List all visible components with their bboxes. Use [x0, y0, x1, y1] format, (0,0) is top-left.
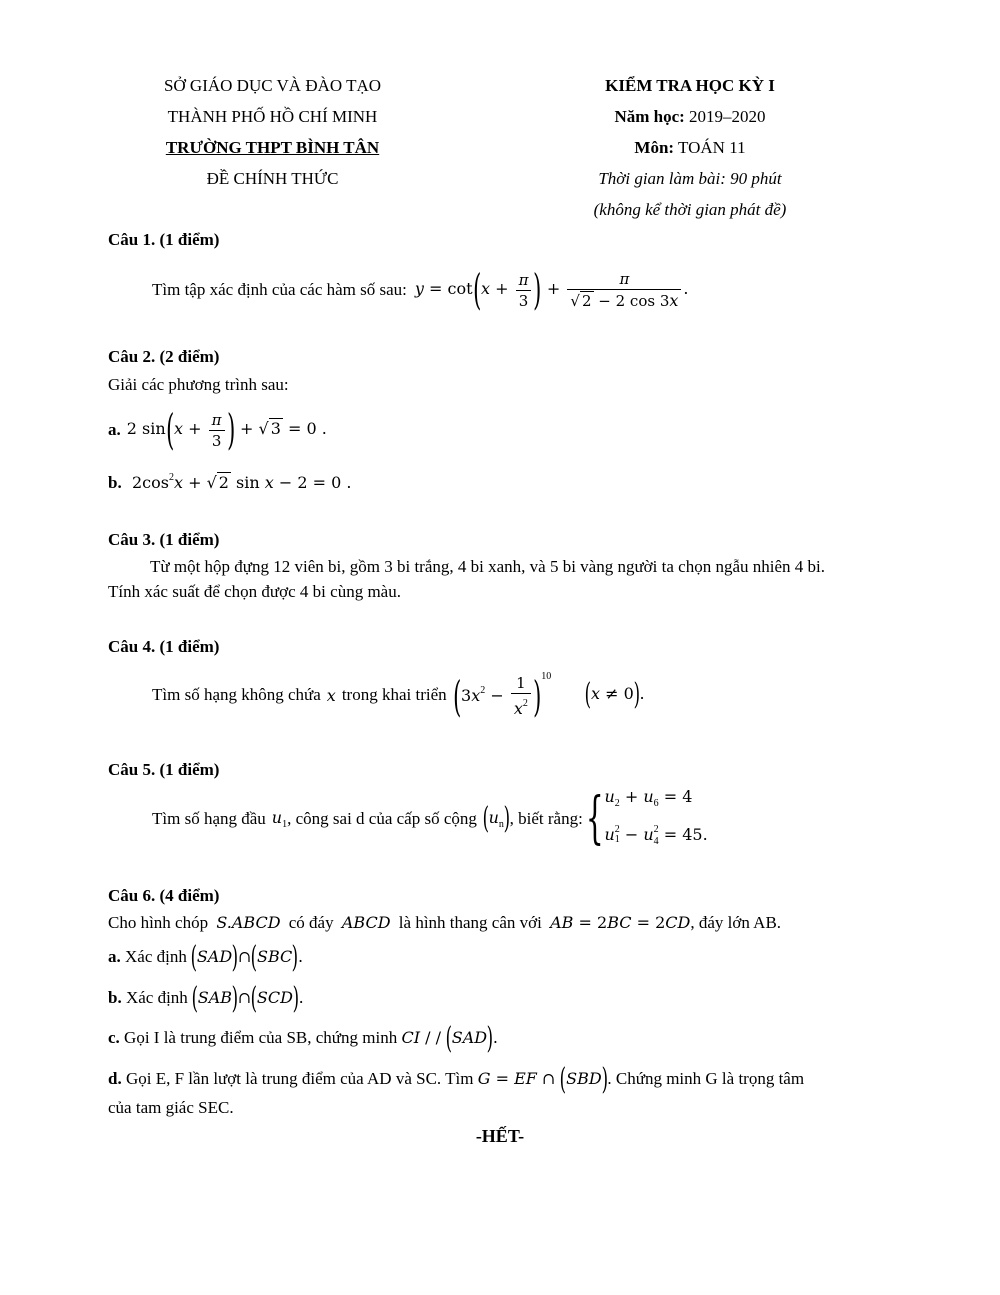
q1-formula: y = cot(x + $\frac{\pi}{3}$ ) + $\frac{\pi}{√ 2 - 2 \cos 3x}$ . — [414, 265, 689, 314]
q6-intro-b: có đáy — [288, 913, 334, 932]
header-left — [120, 70, 425, 194]
q2-intro: Giải các phương trình sau: — [108, 375, 289, 394]
q2a-label: a. — [108, 420, 121, 439]
q6d-label: d. — [108, 1068, 122, 1088]
q6b-text: Xác định — [125, 987, 188, 1007]
city-name: THÀNH PHỐ HỒ CHÍ MINH — [167, 107, 378, 126]
year-value: 2019–2020 — [689, 107, 766, 126]
q4-heading: Câu 4. (1 điểm) — [108, 637, 220, 656]
exam-time-note: (không kể thời gian phát đề) — [593, 200, 787, 219]
q2a-formula: 2 sin(x + $\frac{\pi}{3}$ ) + √ 3 = 0 . — [126, 405, 327, 454]
q1-heading: Câu 1. (1 điểm) — [108, 230, 220, 249]
q5-heading: Câu 5. (1 điểm) — [108, 760, 220, 779]
q6a: a. Xác định (SAD)∩(SBC). — [108, 940, 304, 975]
q6-intro-d: , đáy lớn AB. — [690, 913, 782, 932]
official-label: ĐỀ CHÍNH THỨC — [206, 169, 339, 188]
dept-name: SỞ GIÁO DỤC VÀ ĐÀO TẠO — [163, 76, 382, 95]
q5-text-c: , biết rằng: — [509, 809, 583, 828]
q6c-text: Gọi I là trung điểm của SB, chứng minh — [124, 1027, 398, 1047]
q6-intro-a: Cho hình chóp — [108, 913, 209, 932]
school-year — [545, 101, 835, 132]
exam-time: Thời gian làm bài: 90 phút — [598, 169, 782, 188]
q6c-label: c. — [108, 1027, 120, 1047]
q6a-text: Xác định — [125, 946, 187, 966]
q3-heading: Câu 3. (1 điểm) — [108, 530, 220, 549]
q2b-label: b. — [108, 473, 122, 492]
q4-formula: ($3x^2$ − $\frac{1}{x^2}$ )$^{10}$ — [452, 670, 552, 721]
end-marker: -HẾT- — [475, 1126, 525, 1146]
year-label: Năm học: — [614, 107, 685, 126]
q6-heading: Câu 6. (4 điểm) — [108, 886, 220, 905]
q6c: c. Gọi I là trung điểm của SB, chứng minh CI / / (SAD). — [108, 1021, 498, 1056]
q4-text-a: Tìm số hạng không chứa — [152, 685, 321, 704]
q6-intro-c: là hình thang cân với — [398, 913, 542, 932]
q5-body: Tìm số hạng đầu $u_1$ , công sai d của cấp số cộng $(u_n)$ , biết rằng: { $u_2 + u_6 = 4$ $u_1^2 - u_4^2 = 45$. — [152, 788, 708, 850]
q3-text-line2: Tính xác suất để chọn được 4 bi cùng màu. — [108, 582, 401, 601]
q1-text: Tìm tập xác định của các hàm số sau: — [152, 280, 407, 299]
q6d-line2: của tam giác SEC. — [108, 1098, 234, 1117]
q6-intro: Cho hình chóp S.ABCD có đáy ABCD là hình thang cân với AB = 2BC = 2CD, đáy lớn AB. — [108, 913, 782, 932]
q6b-label: b. — [108, 987, 122, 1007]
q6a-label: a. — [108, 946, 121, 966]
subject — [545, 132, 835, 163]
q4-text-b: trong khai triển — [341, 685, 447, 704]
subject-value: TOÁN 11 — [678, 138, 746, 157]
school-name: TRƯỜNG THPT BÌNH TÂN — [165, 138, 380, 157]
exam-title: KIỂM TRA HỌC KỲ I — [605, 76, 775, 95]
q4-body: Tìm số hạng không chứa x trong khai triển ($3x^2$ − $\frac{1}{x^2}$ )$^{10}$ (x ≠ 0). — [152, 670, 645, 721]
q6d-text-a: Gọi E, F lần lượt là trung điểm của AD và SC. Tìm — [125, 1068, 474, 1088]
q4-condition: (x ≠ 0). — [584, 677, 645, 712]
q2a — [108, 404, 327, 456]
q2-heading: Câu 2. (2 điểm) — [108, 347, 220, 366]
q1-body — [152, 262, 689, 318]
q6b: b. Xác định (SAB)∩(SCD). — [108, 981, 304, 1016]
q6d-text-b: . Chứng minh G là trọng tâm — [607, 1068, 805, 1088]
q2b-formula: $2\cos^2x$ + √ 2 sin x − 2 = 0 . — [131, 472, 352, 492]
q5-text-a: Tìm số hạng đầu — [152, 809, 266, 828]
q5-text-b: , công sai d của cấp số cộng — [287, 809, 477, 828]
header-right — [545, 70, 835, 225]
q5-system: $u_2 + u_6 = 4$ $u_1^2 - u_4^2 = 45$. — [604, 786, 708, 847]
subject-label: Môn: — [634, 138, 675, 157]
q3-text-line1: Từ một hộp đựng 12 viên bi, gồm 3 bi trắng, 4 bi xanh, và 5 bi vàng người ta chọn ngẫu nhiên 4 bi. — [150, 557, 825, 576]
q2b — [108, 472, 351, 493]
q6d: d. Gọi E, F lần lượt là trung điểm của AD và SC. Tìm G = EF ∩ (SBD). Chứng minh G là trọng tâm — [108, 1062, 805, 1097]
